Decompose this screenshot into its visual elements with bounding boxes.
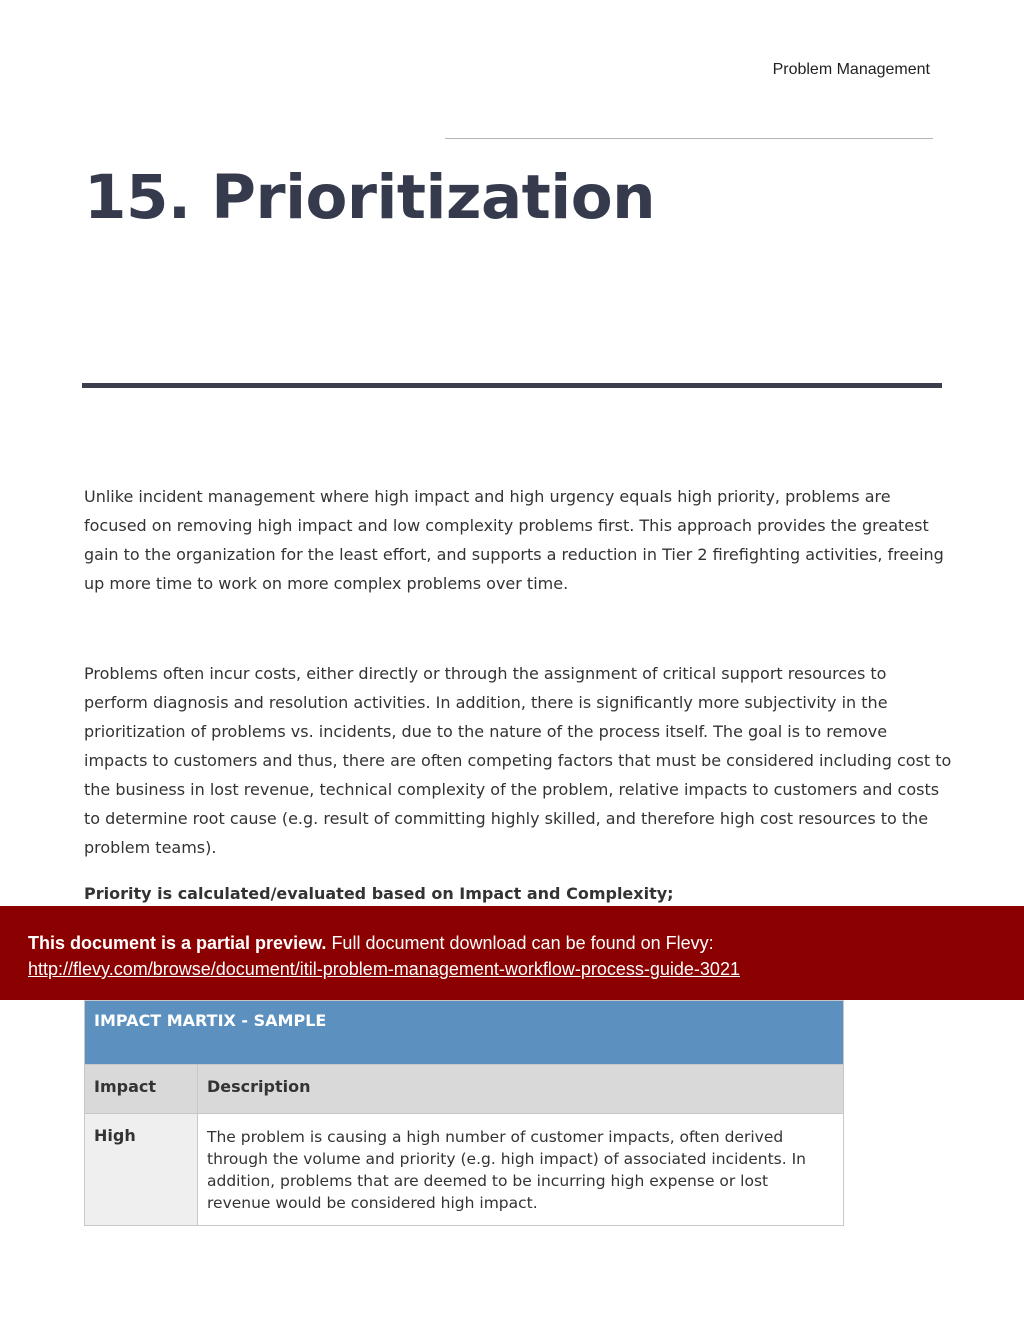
preview-banner-strong: This document is a partial preview. bbox=[28, 933, 327, 953]
header-divider bbox=[445, 138, 933, 139]
body-paragraph-2: Problems often incur costs, either directly or through the assignment of critical support resources to perform diagnosis and resolution activities. In addition, there is significantly more subjectivity in the prioritization of problems vs. incidents, due to the nature of the process itself. The goal is to remove impacts to customers and thus, there are often competing factors that must be considered including cost to the business in lost revenue, technical complexity of the problem, relative impacts to customers and costs to determine root cause (e.g. result of committing highly skilled, and therefore high cost resources to the problem teams). bbox=[84, 664, 952, 857]
priority-statement: Priority is calculated/evaluated based on Impact and Complexity; bbox=[84, 884, 674, 903]
impact-level-cell: High bbox=[85, 1114, 198, 1225]
preview-banner bbox=[0, 906, 1024, 1000]
impact-matrix-title: IMPACT MARTIX - SAMPLE bbox=[85, 1001, 843, 1064]
column-header-impact: Impact bbox=[85, 1065, 198, 1113]
title-divider bbox=[82, 383, 942, 388]
preview-banner-text: Full document download can be found on Flevy: bbox=[331, 933, 714, 953]
impact-matrix-table bbox=[84, 1000, 844, 1226]
running-header: Problem Management bbox=[772, 61, 930, 78]
impact-matrix-column-headers bbox=[85, 1064, 843, 1113]
table-row bbox=[85, 1113, 843, 1225]
chapter-title: 15. Prioritization bbox=[84, 162, 656, 233]
flevy-download-link[interactable]: http://flevy.com/browse/document/itil-problem-management-workflow-process-guide-3021 bbox=[28, 959, 740, 979]
column-header-description: Description bbox=[207, 1077, 311, 1096]
body-paragraph-1: Unlike incident management where high impact and high urgency equals high priority, problems are focused on removing high impact and low complexity problems first. This approach provides the greatest gain to the organization for the least effort, and supports a reduction in Tier 2 firefighting activities, freeing up more time to work on more complex problems over time. bbox=[84, 487, 944, 593]
impact-description-cell: The problem is causing a high number of customer impacts, often derived through the volume and priority (e.g. high impact) of associated incidents. In addition, problems that are deemed to be incurring high expense or lost revenue would be considered high impact. bbox=[207, 1128, 806, 1212]
